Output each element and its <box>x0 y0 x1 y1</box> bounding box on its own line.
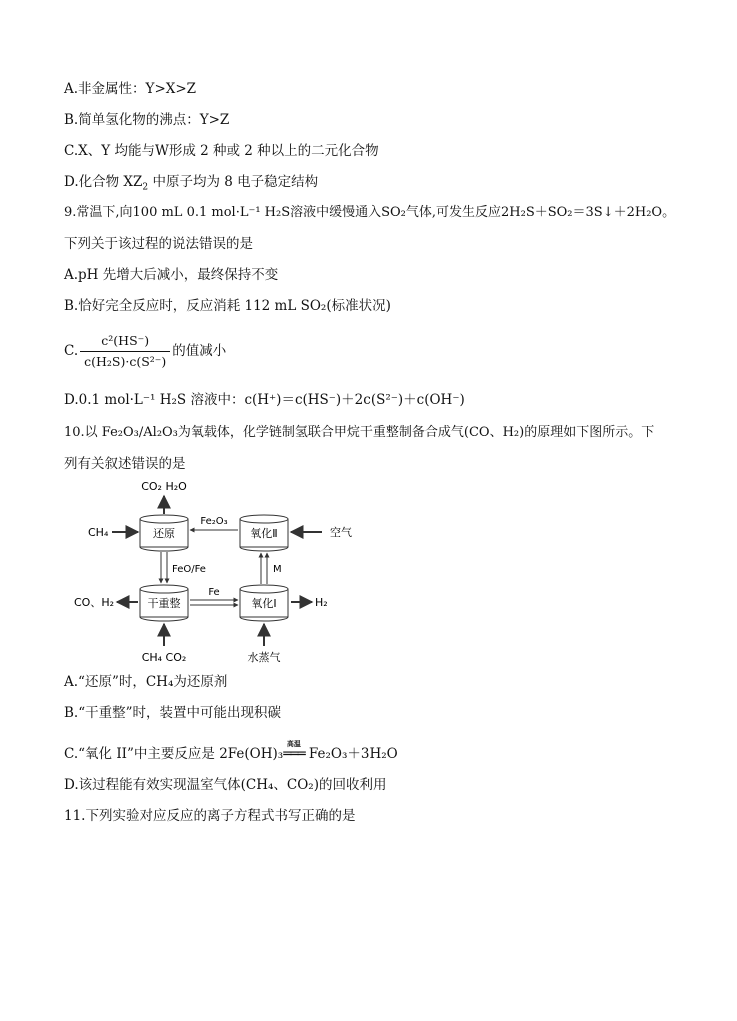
reduction-label: 还原 <box>153 527 175 540</box>
q10-option-b: B.“干重整”时，装置中可能出现积碳 <box>64 705 282 721</box>
q9-option-c-fraction <box>80 332 170 371</box>
q8-option-b: B.简单氢化物的沸点：Y>Z <box>64 112 230 128</box>
dry-reforming-vessel <box>140 585 188 621</box>
label-fe: Fe <box>208 587 220 598</box>
q10-option-a: A.“还原”时，CH₄为还原剂 <box>64 674 228 690</box>
q10-option-c-pre: C.“氧化 II”中主要反应是 2Fe(OH)₃ <box>64 746 284 762</box>
q8-option-d-pre: D.化合物 XZ <box>64 174 143 190</box>
label-ch4-left: CH₄ <box>88 526 109 539</box>
q8-option-c: C.X、Y 均能与W形成 2 种或 2 种以上的二元化合物 <box>64 143 379 159</box>
q10-stem-line1: 10.以 Fe₂O₃/Al₂O₃为氧载体，化学链制氢联合甲烷干重整制备合成气(CO、H₂)的原理如下图所示。下 <box>64 425 655 440</box>
q8-option-d-sub: 2 <box>142 182 149 193</box>
fraction-denominator: c(H₂S)·c(S²⁻) <box>84 354 167 369</box>
label-air: 空气 <box>330 526 352 539</box>
fraction-numerator: c²(HS⁻) <box>80 332 170 352</box>
q9-option-c-label: C. <box>64 343 79 359</box>
q10-option-c-post: Fe₂O₃＋3H₂O <box>304 746 398 762</box>
oxidation-2-label: 氧化Ⅱ <box>250 527 278 540</box>
q8-option-a: A.非金属性：Y>X>Z <box>64 81 197 97</box>
label-ch4-co2: CH₄ CO₂ <box>141 651 187 664</box>
label-m: M <box>273 564 282 575</box>
label-feo-fe: FeO/Fe <box>172 564 206 575</box>
q9-option-a: A.pH 先增大后减小，最终保持不变 <box>64 267 279 283</box>
q10-option-c <box>64 739 398 763</box>
q10-stem-line2: 列有关叙述错误的是 <box>64 456 186 472</box>
label-co2-h2o: CO₂ H₂O <box>141 480 187 493</box>
q9-option-c <box>64 332 226 371</box>
heat-condition-text: 高温 <box>286 739 301 748</box>
label-steam: 水蒸气 <box>247 651 281 664</box>
q9-option-d: D.0.1 mol·L⁻¹ H₂S 溶液中：c(H⁺)＝c(HS⁻)＋2c(S²⁻)＋c(OH⁻) <box>64 392 465 408</box>
label-fe2o3: Fe₂O₃ <box>200 516 228 527</box>
q11-stem: 11.下列实验对应反应的离子方程式书写正确的是 <box>64 808 356 824</box>
q9-stem-line2: 下列关于该过程的说法错误的是 <box>64 236 253 252</box>
q10-option-d: D.该过程能有效实现温室气体(CH₄、CO₂)的回收利用 <box>64 777 387 793</box>
oxidation-1-vessel <box>240 585 288 621</box>
oxidation-2-vessel <box>240 515 288 551</box>
q8-option-d-post: 中原子均为 8 电子稳定结构 <box>148 174 319 190</box>
process-diagram <box>60 474 380 669</box>
heat-condition-sign <box>283 739 305 763</box>
dry-reforming-label: 干重整 <box>147 597 181 610</box>
q9-option-c-tail: 的值减小 <box>172 343 227 359</box>
reduction-vessel <box>140 515 188 551</box>
q8-option-d <box>64 173 318 191</box>
label-h2: H₂ <box>315 596 328 609</box>
q9-stem-line1: 9.常温下,向100 mL 0.1 mol·L⁻¹ H₂S溶液中缓慢通入SO₂气体,可发生反应2H₂S＋SO₂＝3S↓＋2H₂O。 <box>64 205 676 220</box>
label-co-h2: CO、H₂ <box>74 596 115 609</box>
equals-sign: ═══ <box>283 746 305 762</box>
q9-option-b: B.恰好完全反应时，反应消耗 112 mL SO₂(标准状况) <box>64 298 391 314</box>
oxidation-1-label: 氧化Ⅰ <box>251 597 277 610</box>
